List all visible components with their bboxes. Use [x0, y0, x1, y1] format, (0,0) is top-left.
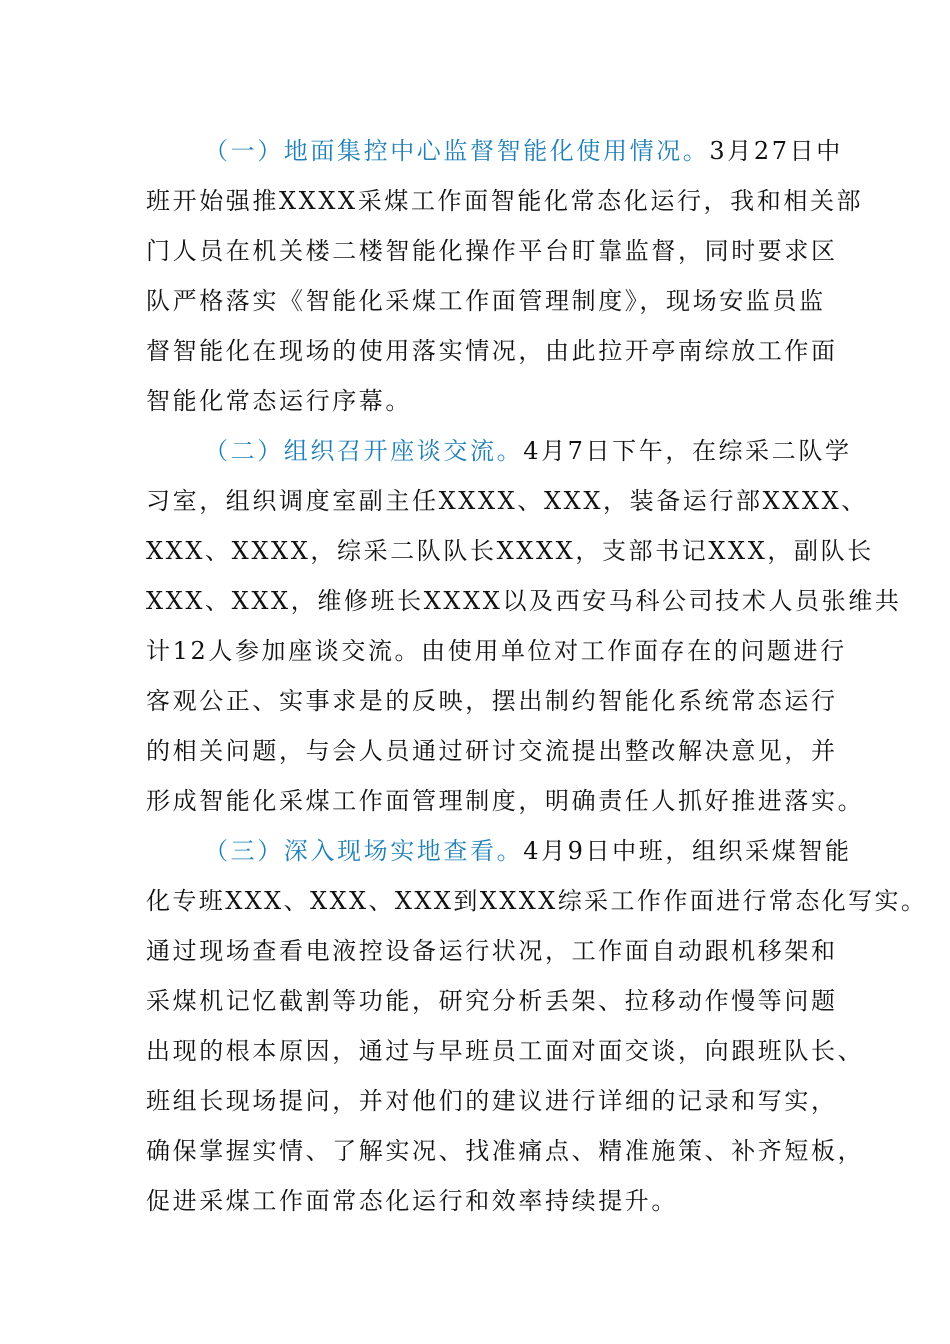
section-3-first-line — [204, 834, 852, 868]
section-3-line-5: 班组长现场提问，并对他们的建议进行详细的记录和写实， — [146, 1087, 838, 1115]
section-2-line-1: 习室，组织调度室副主任XXXX、XXX，装备运行部XXXX、 — [146, 487, 868, 515]
section-2-line-6: 的相关问题，与会人员通过研讨交流提出整改解决意见，并 — [146, 737, 838, 765]
section-3-line-2: 通过现场查看电液控设备运行状况，工作面自动跟机移架和 — [146, 937, 838, 965]
section-3-line-3: 采煤机记忆截割等功能，研究分析丢架、拉移动作慢等问题 — [146, 987, 838, 1015]
section-1-heading: （一）地面集控中心监督智能化使用情况。 — [204, 137, 710, 165]
section-2-heading: （二）组织召开座谈交流。 — [204, 437, 524, 465]
section-3-heading: （三）深入现场实地查看。 — [204, 837, 524, 865]
section-1-line-4: 督智能化在现场的使用落实情况，由此拉开亭南综放工作面 — [146, 337, 838, 365]
section-3-line-1: 化专班XXX、XXX、XXX到XXXX综采工作作面进行常态化写实。 — [146, 887, 928, 915]
section-3-line-7: 促进采煤工作面常态化运行和效率持续提升。 — [146, 1187, 678, 1215]
section-2-line-7: 形成智能化采煤工作面管理制度，明确责任人抓好推进落实。 — [146, 787, 865, 815]
section-2-line-2: XXX、XXXX，综采二队队长XXXX，支部书记XXX，副队长 — [146, 537, 874, 565]
section-2-line-0: 4月7日下午，在综采二队学 — [523, 437, 852, 465]
section-3-line-6: 确保掌握实情、了解实况、找准痛点、精准施策、补齐短板， — [146, 1137, 865, 1165]
section-1-first-line — [204, 134, 843, 168]
section-1-line-5: 智能化常态运行序幕。 — [146, 387, 412, 415]
section-2-line-5: 客观公正、实事求是的反映，摆出制约智能化系统常态运行 — [146, 687, 838, 715]
section-2-line-4: 计12人参加座谈交流。由使用单位对工作面存在的问题进行 — [146, 637, 847, 665]
section-2-first-line — [204, 434, 852, 468]
section-2-line-3: XXX、XXX，维修班长XXXX以及西安马科公司技术人员张维共 — [146, 587, 902, 615]
section-3-line-0: 4月9日中班，组织采煤智能 — [523, 837, 852, 865]
section-1-line-2: 门人员在机关楼二楼智能化操作平台盯靠监督，同时要求区 — [146, 237, 838, 265]
section-3-line-4: 出现的根本原因，通过与早班员工面对面交谈，向跟班队长、 — [146, 1037, 865, 1065]
section-1-line-3: 队严格落实《智能化采煤工作面管理制度》，现场安监员监 — [146, 287, 826, 315]
section-1-line-1: 班开始强推XXXX采煤工作面智能化常态化运行，我和相关部 — [146, 187, 864, 215]
section-1-line-0: 3月27日中 — [709, 137, 843, 165]
